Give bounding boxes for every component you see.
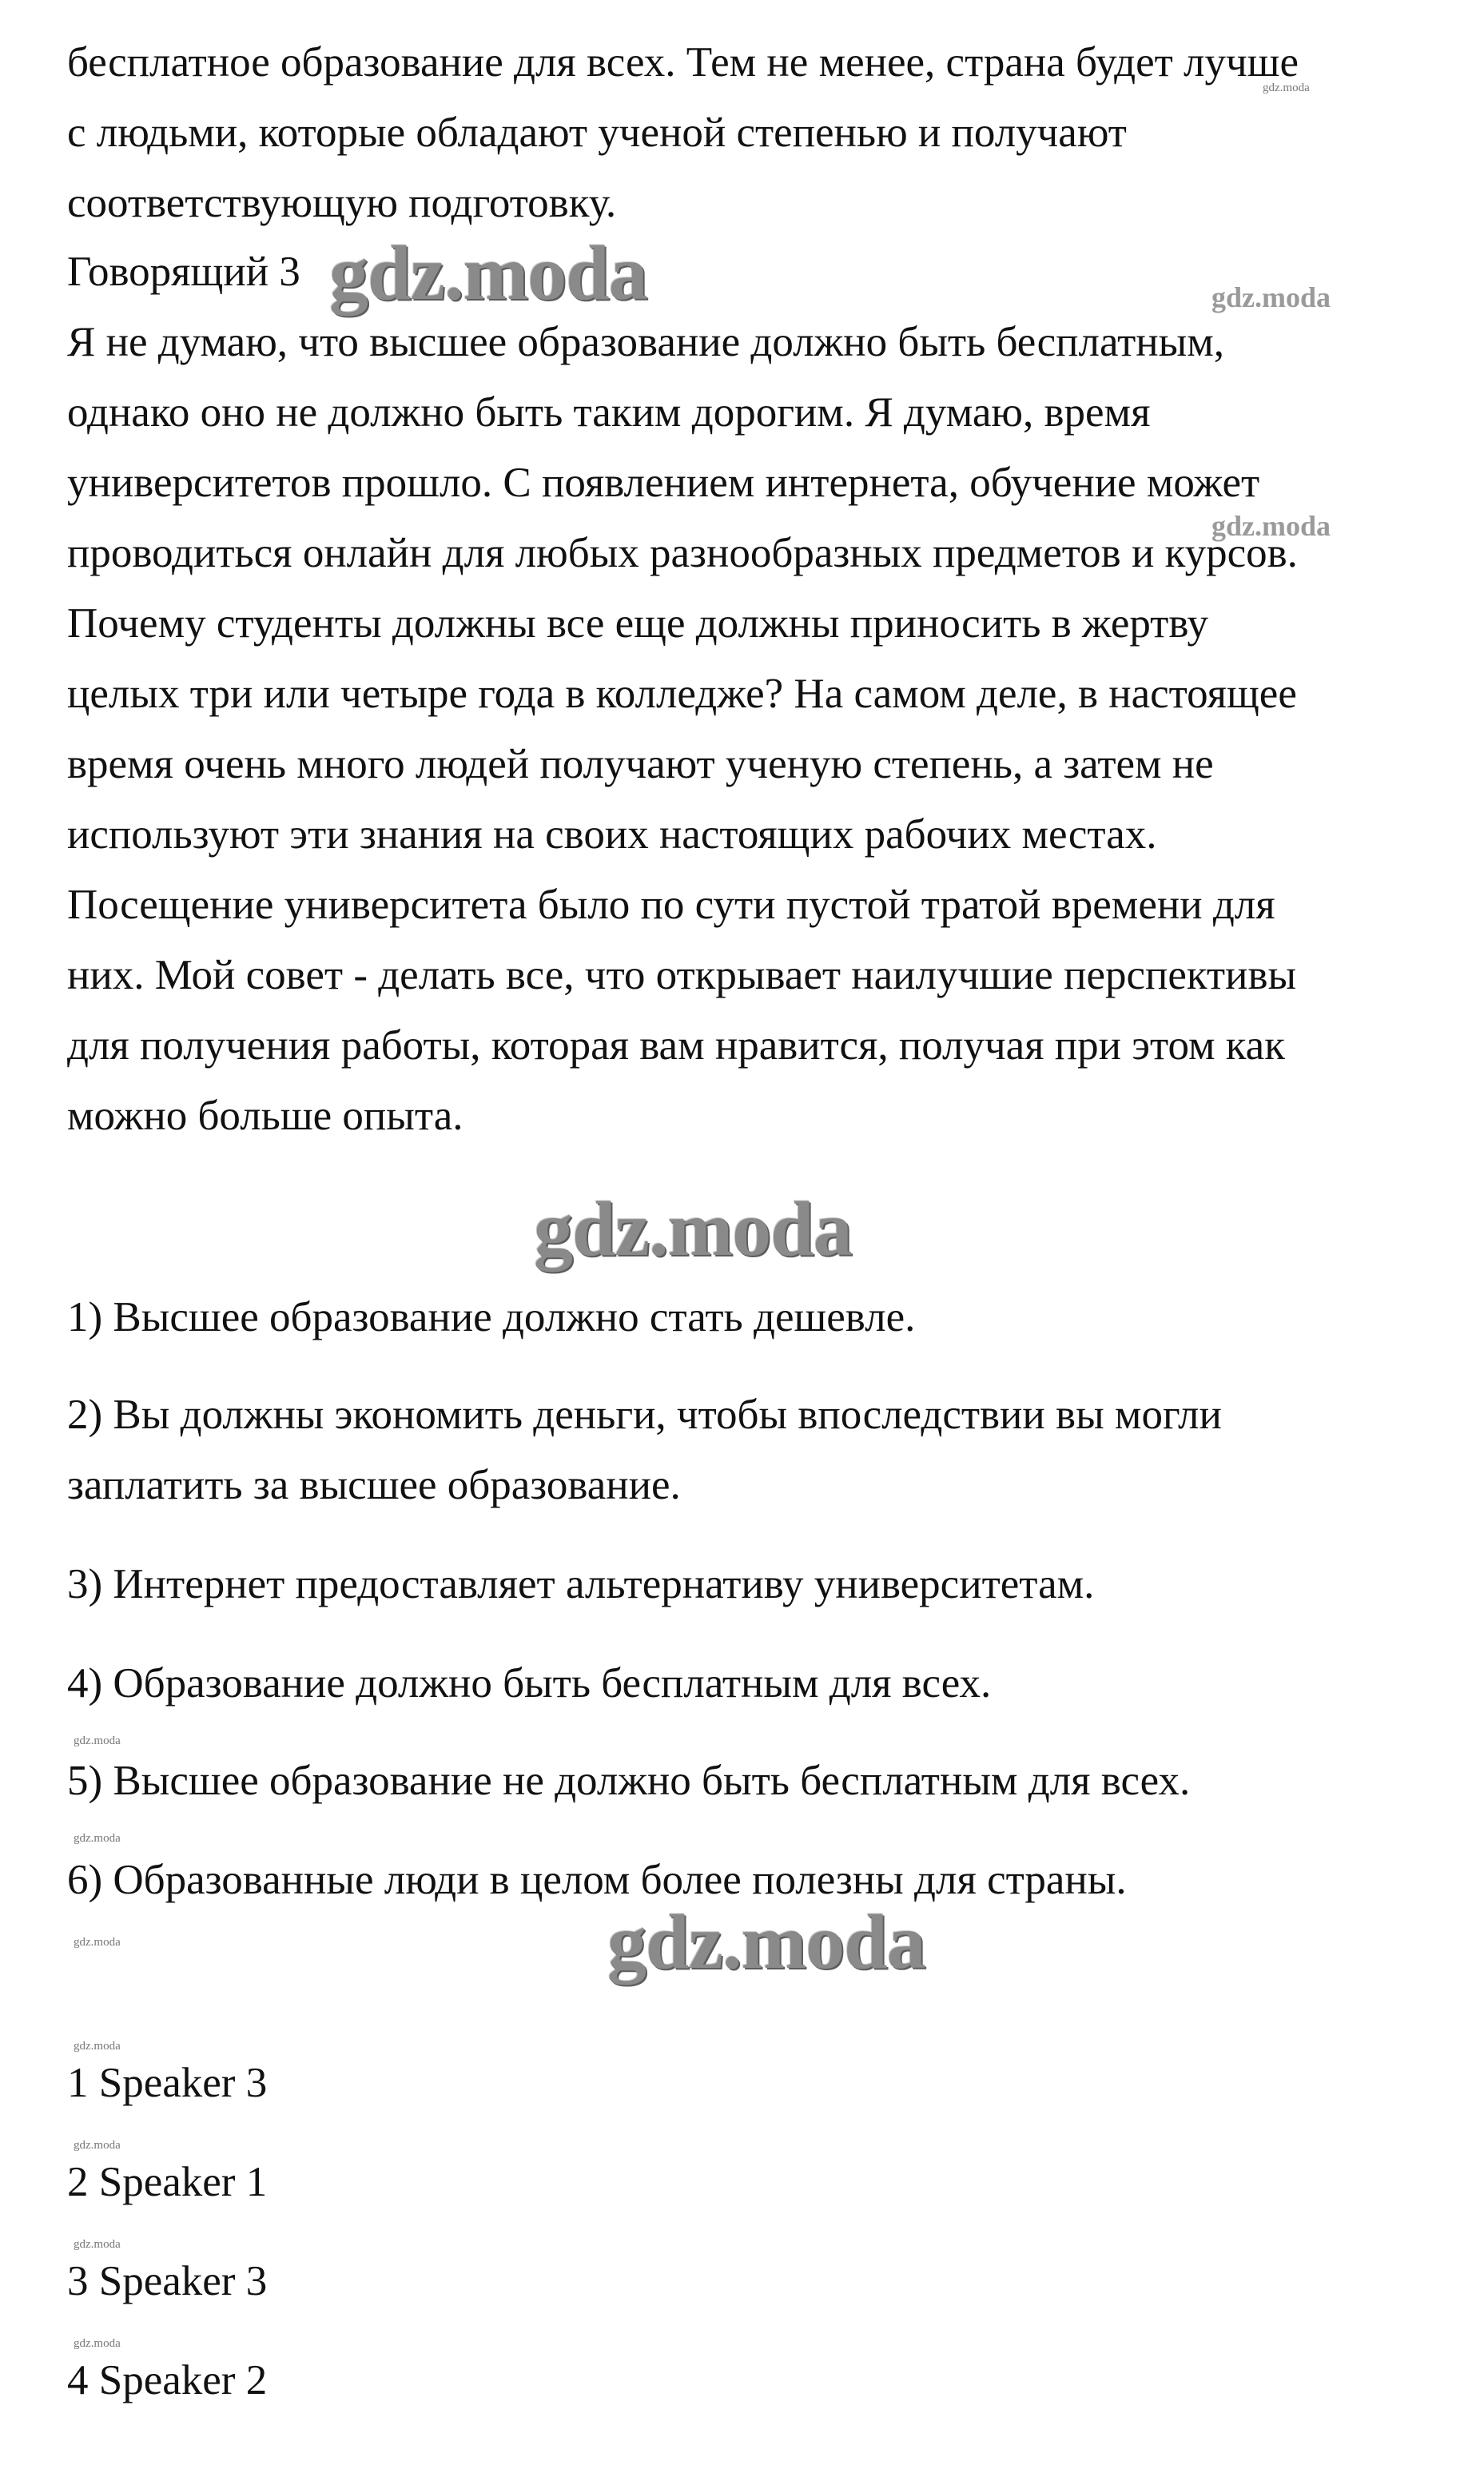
watermark-logo-tiny: gdz.moda [74,1832,121,1845]
statement-1: 1) Высшее образование должно стать дешевле. [67,1294,916,1340]
watermark-logo: gdz.moda [329,230,647,317]
text-line: однако оно не должно быть таким дорогим. Я думаю, время [67,389,1151,436]
text-line: с людьми, которые обладают ученой степенью и получают [67,110,1127,156]
text-line: Я не думаю, что высшее образование должно быть бесплатным, [67,319,1225,365]
text-line: для получения работы, которая вам нравится, получая при этом как [67,1022,1285,1069]
watermark-logo: gdz.moda [607,1899,925,1985]
text-line: можно больше опыта. [67,1093,464,1139]
statement-2-cont: заплатить за высшее образование. [67,1462,681,1508]
text-line: них. Мой совет - делать все, что открывает наилучшие перспективы [67,952,1297,998]
watermark-logo-tiny: gdz.moda [74,2238,121,2251]
watermark-logo-tiny: gdz.moda [74,1734,121,1747]
text-line: университетов прошло. С появлением интернета, обучение может [67,460,1260,506]
watermark-logo-small: gdz.moda [1211,510,1331,542]
watermark-logo-small: gdz.moda [1211,281,1331,313]
answer-2: 2 Speaker 1 [67,2159,268,2205]
text-line: соответствующую подготовку. [67,180,617,226]
watermark-logo-tiny: gdz.moda [74,1936,121,1949]
statement-4: 4) Образование должно быть бесплатным для всех. [67,1660,992,1706]
watermark-logo-tiny: gdz.moda [74,2139,121,2152]
text-line: бесплатное образование для всех. Тем не менее, страна будет лучше [67,39,1299,86]
text-line: Почему студенты должны все еще должны приносить в жертву [67,600,1209,647]
statement-2: 2) Вы должны экономить деньги, чтобы впоследствии вы могли [67,1392,1222,1438]
answer-4: 4 Speaker 2 [67,2357,268,2403]
watermark-logo-tiny: gdz.moda [74,2040,121,2053]
watermark-logo-tiny: gdz.moda [74,2337,121,2350]
answer-1: 1 Speaker 3 [67,2060,268,2106]
watermark-logo-tiny: gdz.moda [1263,82,1310,94]
text-line: целых три или четыре года в колледже? На самом деле, в настоящее [67,671,1297,717]
text-line: время очень много людей получают ученую степень, а затем не [67,741,1214,787]
statement-3: 3) Интернет предоставляет альтернативу университетам. [67,1561,1095,1607]
watermark-logo: gdz.moda [534,1186,852,1272]
text-line: проводиться онлайн для любых разнообразных предметов и курсов. [67,530,1298,576]
speaker-heading: Говорящий 3 [67,249,300,295]
text-line: Посещение университета было по сути пустой тратой времени для [67,882,1275,928]
statement-5: 5) Высшее образование не должно быть бесплатным для всех. [67,1758,1191,1804]
statement-6: 6) Образованные люди в целом более полезны для страны. [67,1857,1127,1903]
text-line: используют эти знания на своих настоящих рабочих местах. [67,811,1157,858]
answer-3: 3 Speaker 3 [67,2258,268,2304]
